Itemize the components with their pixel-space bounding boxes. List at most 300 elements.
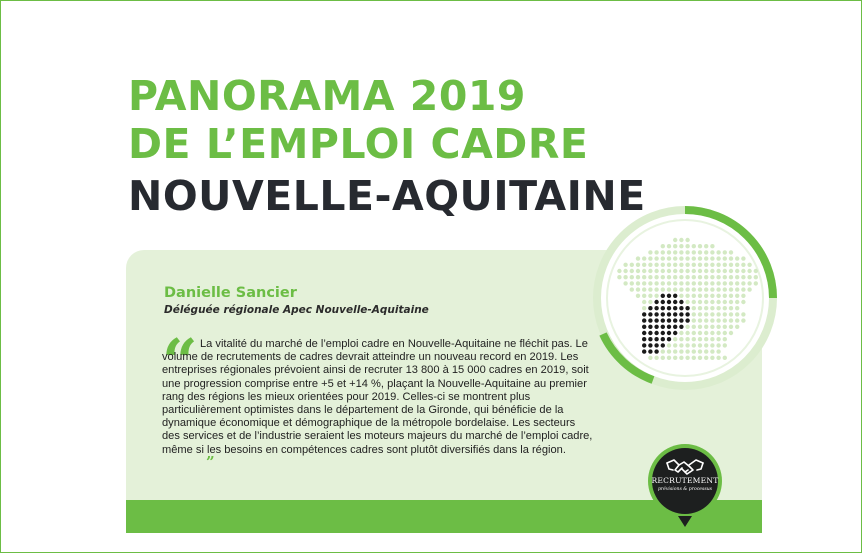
map-dot-region [667, 300, 671, 304]
map-dot [716, 343, 720, 347]
map-dot [642, 275, 646, 279]
map-dot [667, 275, 671, 279]
map-dot [692, 349, 696, 353]
map-dot [673, 263, 677, 267]
map-dot-region [667, 294, 671, 298]
map-dot [741, 256, 745, 260]
map-dot [716, 312, 720, 316]
map-dot [710, 244, 714, 248]
map-dot-region [661, 337, 665, 341]
quote-body: La vitalité du marché de l’emploi cadre en Nouvelle-Aquitaine ne fléchit pas. Le volume de recrutements de cadres devrait atteindre un nouveau record en 2019. Les entreprises régionales prévoient ainsi de recruter 13 800 à 15 000 cadres en 2019, soit une progression comprise entre +5 et +14 %, plaçant la Nouvelle-Aquitaine au premier rang des régions les mieux orientées pour 2019. Celles-ci se montrent plus particulièrement optimistes dans le département de la Gironde, qui bénéficie de la dynamique économique et démographique de la métropole bordelaise. Les secteurs des services et de l’industrie seraient les moteurs majeurs du marché de l’emploi cadre, même si les besoins en compétences cadres sont plutôt diversifiés dans la région. [162, 338, 593, 456]
map-dot-region [673, 294, 677, 298]
map-dot [729, 287, 733, 291]
map-dot [747, 263, 751, 267]
map-dot [723, 287, 727, 291]
map-dot [642, 300, 646, 304]
map-dot [716, 300, 720, 304]
map-dot [741, 294, 745, 298]
map-dot [692, 312, 696, 316]
title-line-1: PANORAMA 2019 [128, 72, 526, 120]
map-dot-region [648, 306, 652, 310]
map-dot-region [679, 300, 683, 304]
map-dot [661, 263, 665, 267]
map-dot [704, 306, 708, 310]
map-dot [685, 356, 689, 360]
map-dot [636, 269, 640, 273]
map-dot [716, 269, 720, 273]
map-dot [667, 263, 671, 267]
map-dot [685, 343, 689, 347]
map-dot [692, 318, 696, 322]
map-dot [698, 269, 702, 273]
map-dot [673, 287, 677, 291]
map-dot [723, 312, 727, 316]
map-dot [747, 281, 751, 285]
map-dot [679, 356, 683, 360]
map-dot [679, 275, 683, 279]
map-dot [716, 306, 720, 310]
map-dot [685, 250, 689, 254]
map-dot [704, 281, 708, 285]
map-dot [667, 356, 671, 360]
map-dot [636, 256, 640, 260]
map-dot [710, 337, 714, 341]
map-dot [698, 256, 702, 260]
map-dot [654, 263, 658, 267]
map-dot-region [673, 325, 677, 329]
map-dot [630, 281, 634, 285]
map-dot [723, 269, 727, 273]
map-dot [735, 256, 739, 260]
map-dot-region [642, 349, 646, 353]
map-dot [716, 349, 720, 353]
map-dot [623, 275, 627, 279]
map-dot [710, 287, 714, 291]
map-dot [685, 281, 689, 285]
map-dot [710, 349, 714, 353]
map-dot [673, 343, 677, 347]
map-dot [704, 269, 708, 273]
map-dot [685, 287, 689, 291]
map-dot [685, 337, 689, 341]
quote-text [162, 338, 594, 471]
map-dot [667, 244, 671, 248]
map-dot-region [685, 306, 689, 310]
map-dot [698, 349, 702, 353]
map-dot-region [642, 343, 646, 347]
map-dot [661, 275, 665, 279]
map-dot [636, 287, 640, 291]
map-dot [710, 312, 714, 316]
badge-title: RECRUTEMENT [651, 476, 719, 485]
map-dot [679, 337, 683, 341]
map-dot [735, 275, 739, 279]
map-dot-region [654, 318, 658, 322]
map-dot [741, 263, 745, 267]
map-dot-region [642, 337, 646, 341]
map-dot [692, 287, 696, 291]
map-dot [661, 349, 665, 353]
map-dot [716, 318, 720, 322]
map-dot [704, 244, 708, 248]
map-dot [704, 250, 708, 254]
map-dot [685, 331, 689, 335]
map-dot [661, 256, 665, 260]
map-dot [648, 300, 652, 304]
map-dot [710, 306, 714, 310]
map-dot [673, 250, 677, 254]
map-dot [729, 318, 733, 322]
map-dot [692, 244, 696, 248]
map-dot [642, 263, 646, 267]
map-dot [661, 244, 665, 248]
map-dot [630, 275, 634, 279]
map-dot [661, 269, 665, 273]
map-dot [704, 356, 708, 360]
map-dot [741, 275, 745, 279]
map-dot [698, 287, 702, 291]
open-quote-icon: “ [162, 325, 198, 398]
map-dot [636, 263, 640, 267]
map-dot [723, 275, 727, 279]
map-dot [716, 356, 720, 360]
map-dot [679, 250, 683, 254]
map-dot-region [648, 343, 652, 347]
map-dot [710, 343, 714, 347]
map-dot [630, 263, 634, 267]
map-dot [642, 294, 646, 298]
title-line-3: NOUVELLE-AQUITAINE [128, 172, 646, 220]
map-dot [747, 269, 751, 273]
map-dot [679, 238, 683, 242]
map-dot-region [667, 337, 671, 341]
map-dot [654, 275, 658, 279]
map-dot-region [685, 318, 689, 322]
map-dot [716, 263, 720, 267]
map-dot [710, 263, 714, 267]
map-dot [692, 269, 696, 273]
map-dot-region [648, 349, 652, 353]
map-dot [710, 331, 714, 335]
map-dot [692, 356, 696, 360]
map-dot [685, 256, 689, 260]
map-dot [698, 306, 702, 310]
map-dot-region [667, 318, 671, 322]
map-dot [685, 269, 689, 273]
map-dot [648, 256, 652, 260]
map-dot-region [673, 331, 677, 335]
author-name: Danielle Sancier [164, 285, 297, 301]
map-dot [642, 256, 646, 260]
map-dot [667, 349, 671, 353]
map-dot-region [667, 331, 671, 335]
map-dot-region [661, 325, 665, 329]
map-dot [692, 325, 696, 329]
map-dot [667, 287, 671, 291]
map-dot [716, 275, 720, 279]
map-dot [679, 343, 683, 347]
map-dot-region [654, 337, 658, 341]
map-dot [685, 244, 689, 248]
map-dot [754, 269, 758, 273]
map-dot [617, 269, 621, 273]
map-dot [698, 275, 702, 279]
map-dot [710, 325, 714, 329]
map-dot [710, 294, 714, 298]
badge-pointer [678, 516, 692, 527]
map-dot [698, 356, 702, 360]
map-dot [648, 287, 652, 291]
map-dot-region [654, 312, 658, 316]
map-dot [648, 281, 652, 285]
map-dot [729, 256, 733, 260]
map-dot [723, 356, 727, 360]
map-dot [704, 325, 708, 329]
map-dot [685, 300, 689, 304]
map-dot [685, 349, 689, 353]
map-dot [698, 331, 702, 335]
map-dot [735, 294, 739, 298]
map-dot [692, 343, 696, 347]
map-dot [741, 281, 745, 285]
map-dot [723, 256, 727, 260]
map-dot-region [642, 331, 646, 335]
map-dot [729, 250, 733, 254]
map-dot [735, 300, 739, 304]
map-dot-region [654, 349, 658, 353]
map-dot [698, 318, 702, 322]
map-dot [630, 269, 634, 273]
map-dot [747, 275, 751, 279]
map-dot-region [648, 325, 652, 329]
map-dot [735, 281, 739, 285]
map-dot [685, 294, 689, 298]
map-dot [648, 356, 652, 360]
map-dot [729, 281, 733, 285]
map-dot [704, 337, 708, 341]
map-dot [723, 343, 727, 347]
map-dot [630, 287, 634, 291]
map-dot [636, 294, 640, 298]
map-dot-region [667, 325, 671, 329]
map-dot [679, 281, 683, 285]
map-dot [679, 287, 683, 291]
map-dot [654, 269, 658, 273]
badge-shape [645, 443, 725, 529]
map-dot [692, 294, 696, 298]
map-dot [747, 287, 751, 291]
map-dot [704, 318, 708, 322]
map-dot [648, 294, 652, 298]
map-dot [692, 256, 696, 260]
map-dot [710, 269, 714, 273]
map-dot [679, 349, 683, 353]
map-dot [723, 318, 727, 322]
map-dot [704, 275, 708, 279]
map-dot [710, 356, 714, 360]
map-dot [704, 294, 708, 298]
author-role: Déléguée régionale Apec Nouvelle-Aquitaine [164, 304, 429, 316]
recrutement-badge [645, 443, 725, 529]
map-dot-region [661, 312, 665, 316]
map-dot [673, 256, 677, 260]
map-dot [754, 281, 758, 285]
map-dot [661, 250, 665, 254]
map-dot [704, 331, 708, 335]
map-dot [704, 287, 708, 291]
map-dot [679, 244, 683, 248]
map-dot [692, 263, 696, 267]
map-dot [667, 343, 671, 347]
map-dot [704, 312, 708, 316]
map-dot [716, 325, 720, 329]
map-dot [692, 275, 696, 279]
map-dot-region [654, 325, 658, 329]
map-dot [698, 312, 702, 316]
map-dot [667, 250, 671, 254]
map-dot [698, 294, 702, 298]
map-dot [723, 294, 727, 298]
map-dot-region [673, 312, 677, 316]
map-dot [679, 269, 683, 273]
map-dot-region [685, 312, 689, 316]
map-dot-region [679, 318, 683, 322]
map-dot [673, 281, 677, 285]
map-dot-region [661, 343, 665, 347]
map-dot [735, 325, 739, 329]
map-dot [623, 281, 627, 285]
map-dot-region [661, 318, 665, 322]
map-dot [741, 312, 745, 316]
map-dot [698, 337, 702, 341]
map-dot [636, 275, 640, 279]
map-dot-region [661, 306, 665, 310]
map-dot-region [654, 300, 658, 304]
map-dot [698, 281, 702, 285]
map-dot [729, 312, 733, 316]
map-dot [735, 306, 739, 310]
map-dot [741, 318, 745, 322]
map-dot-region [673, 300, 677, 304]
map-dot [698, 343, 702, 347]
close-quote-icon: ” [206, 452, 215, 471]
map-dot-region [654, 306, 658, 310]
map-dot-region [673, 318, 677, 322]
map-dot [698, 244, 702, 248]
map-dot [661, 287, 665, 291]
map-dot [661, 356, 665, 360]
map-dot [729, 331, 733, 335]
map-dot [685, 325, 689, 329]
map-dot [710, 300, 714, 304]
map-dot [648, 275, 652, 279]
map-dot [716, 294, 720, 298]
map-dot [735, 269, 739, 273]
map-dot [729, 325, 733, 329]
map-dot [667, 269, 671, 273]
map-dot [723, 263, 727, 267]
map-dot [710, 256, 714, 260]
france-map [593, 198, 777, 398]
map-dot [710, 275, 714, 279]
map-dot [754, 275, 758, 279]
map-dot [723, 281, 727, 285]
map-dot-region [654, 343, 658, 347]
title-line-2: DE L’EMPLOI CADRE [128, 120, 589, 168]
map-dot [692, 250, 696, 254]
map-dot-region [642, 325, 646, 329]
map-dot [642, 287, 646, 291]
map-dot [692, 337, 696, 341]
map-dot [685, 275, 689, 279]
map-dot [710, 250, 714, 254]
map-dot [685, 238, 689, 242]
map-dot [673, 275, 677, 279]
map-dot [648, 250, 652, 254]
map-dot [673, 238, 677, 242]
map-dot [704, 256, 708, 260]
map-dot [692, 281, 696, 285]
map-dot-region [673, 306, 677, 310]
map-dot [704, 263, 708, 267]
map-dot [704, 343, 708, 347]
map-dot [729, 275, 733, 279]
map-dot [704, 349, 708, 353]
map-dot-region [679, 306, 683, 310]
map-dot [698, 300, 702, 304]
map-dot [729, 306, 733, 310]
map-dot [723, 337, 727, 341]
map-dot [654, 256, 658, 260]
badge-subtitle: prévisions & processus [657, 487, 713, 492]
map-dot [685, 263, 689, 267]
map-dot [692, 300, 696, 304]
map-dot [729, 263, 733, 267]
map-dot [723, 250, 727, 254]
map-dot [729, 300, 733, 304]
map-dot-region [679, 312, 683, 316]
map-dot-region [642, 318, 646, 322]
map-dot [710, 281, 714, 285]
map-dot-region [648, 337, 652, 341]
map-dot [735, 287, 739, 291]
map-dot [673, 337, 677, 341]
map-dot [642, 281, 646, 285]
map-dot [741, 300, 745, 304]
map-dot-region [667, 312, 671, 316]
map-dot [729, 269, 733, 273]
map-dot [654, 281, 658, 285]
map-dot [617, 275, 621, 279]
map-dot [623, 269, 627, 273]
map-dot [648, 269, 652, 273]
map-dot [642, 306, 646, 310]
map-dot [654, 294, 658, 298]
map-dot [673, 356, 677, 360]
map-dot-region [661, 300, 665, 304]
map-dot [723, 300, 727, 304]
map-dot [716, 256, 720, 260]
map-dot [716, 281, 720, 285]
map-dot [679, 256, 683, 260]
map-dot [673, 244, 677, 248]
map-dot [692, 306, 696, 310]
map-dot [735, 263, 739, 267]
map-dot [673, 349, 677, 353]
map-dot [667, 281, 671, 285]
map-dot [716, 250, 720, 254]
map-dot [698, 325, 702, 329]
